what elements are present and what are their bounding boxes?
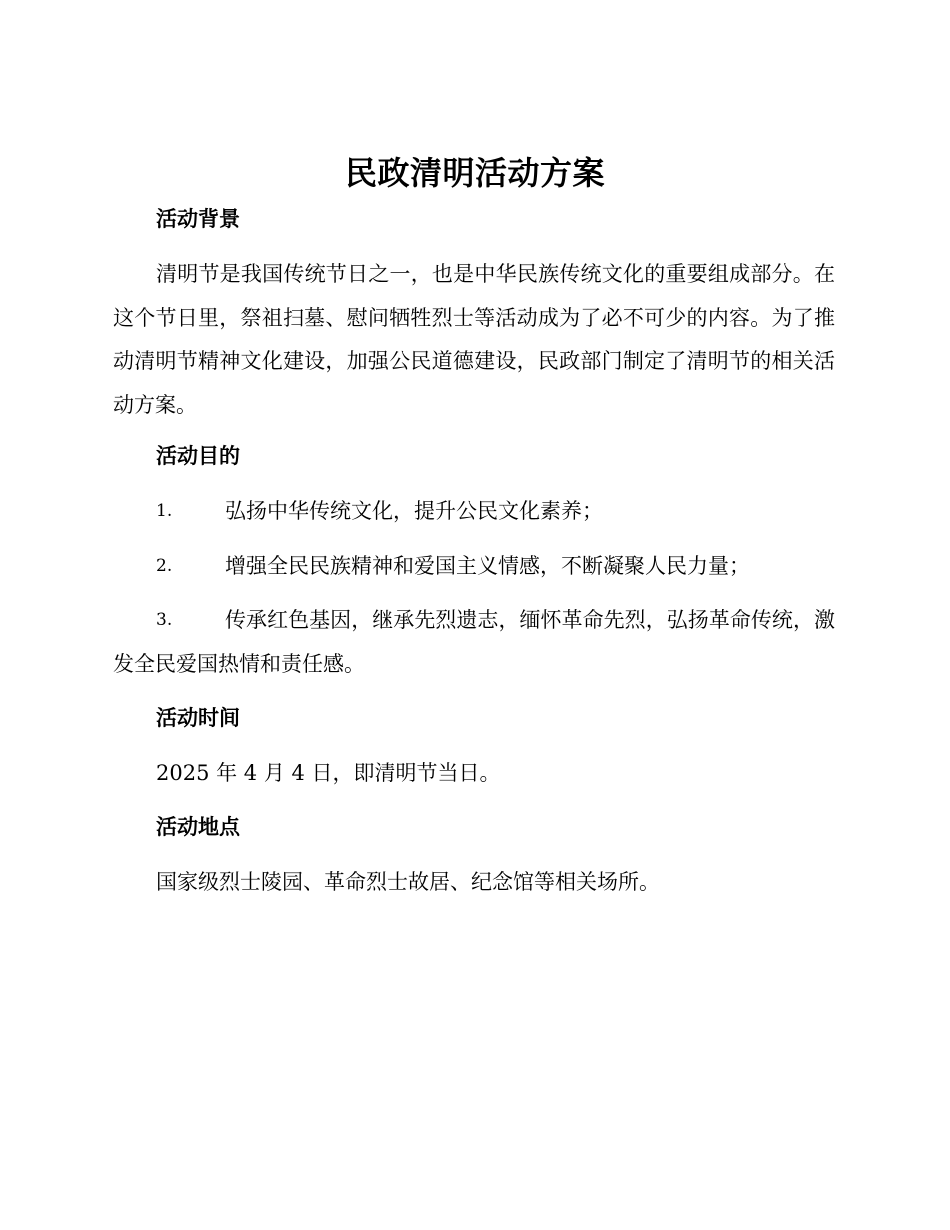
- heading-location: 活动地点: [156, 815, 240, 839]
- list-item-text: 传承红色基因，继承先烈遗志，缅怀革命先烈，弘扬革命传统，激发全民爱国热情和责任感。: [113, 608, 835, 676]
- paragraph-location: 国家级烈士陵园、革命烈士故居、纪念馆等相关场所。: [156, 870, 660, 894]
- list-item-text: 增强全民民族精神和爱国主义情感，不断凝聚人民力量；: [225, 554, 750, 578]
- list-item-number: 2.: [156, 556, 173, 576]
- heading-time: 活动时间: [156, 706, 240, 730]
- paragraph-time: 2025 年 4 月 4 日，即清明节当日。: [156, 761, 501, 785]
- list-item: [113, 599, 835, 686]
- list-item: [113, 545, 835, 589]
- heading-purpose: 活动目的: [156, 444, 240, 468]
- list-item: [113, 490, 835, 534]
- heading-background: 活动背景: [156, 207, 240, 231]
- list-item-number: 1.: [156, 501, 173, 521]
- list-item-number: 3.: [156, 610, 173, 630]
- paragraph-background: 清明节是我国传统节日之一，也是中华民族传统文化的重要组成部分。在这个节日里，祭祖扫墓、慰问牺牲烈士等活动成为了必不可少的内容。为了推动清明节精神文化建设，加强公民道德建设，民政部门制定了清明节的相关活动方案。: [113, 262, 835, 417]
- list-item-text: 弘扬中华传统文化，提升公民文化素养；: [225, 499, 603, 523]
- document-title: 民政清明活动方案: [344, 154, 605, 192]
